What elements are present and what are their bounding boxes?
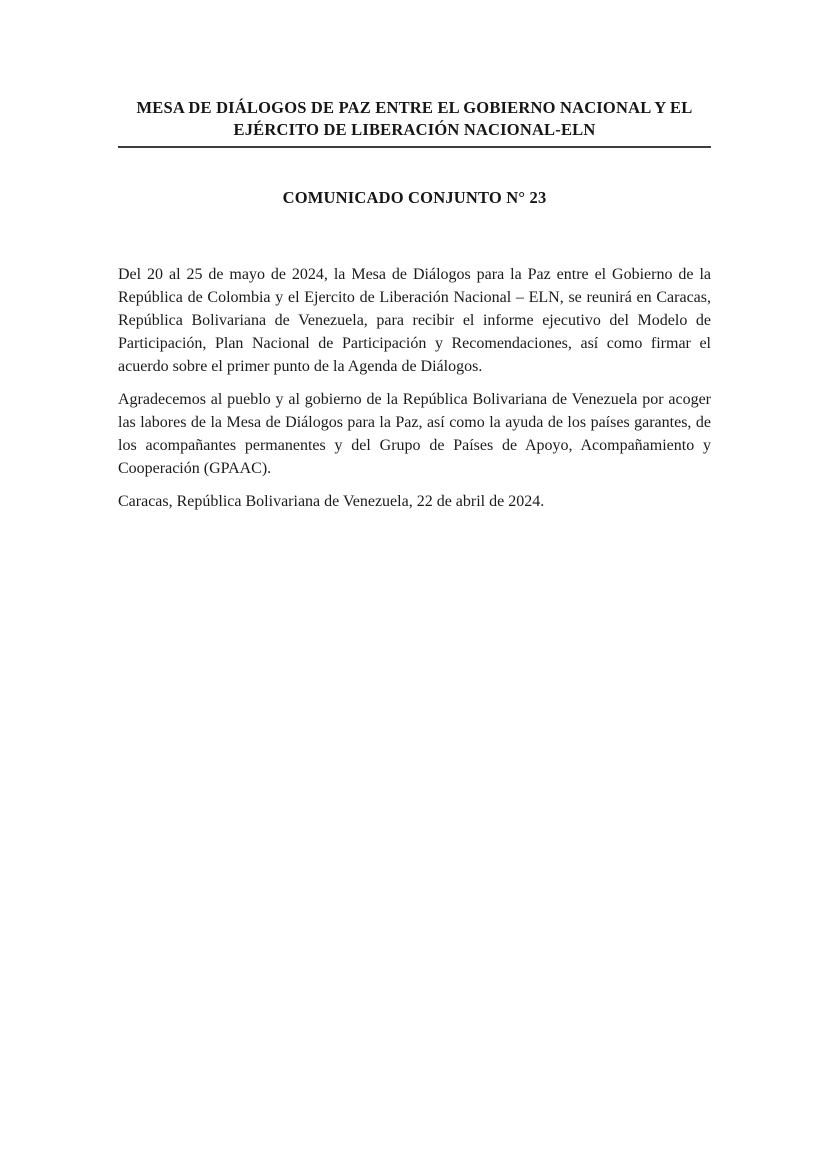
document-body	[118, 263, 711, 513]
document-title-line1: MESA DE DIÁLOGOS DE PAZ ENTRE EL GOBIERNO NACIONAL Y EL	[136, 98, 693, 117]
document-title-line2: EJÉRCITO DE LIBERACIÓN NACIONAL-ELN	[233, 120, 596, 139]
dateline-paragraph: Caracas, República Bolivariana de Venezuela, 22 de abril de 2024.	[118, 493, 545, 510]
document-title	[118, 97, 711, 141]
body-paragraph: Agradecemos al pueblo y al gobierno de la República Bolivariana de Venezuela por acoger las labores de la Mesa de Diálogos para la Paz, así como la ayuda de los países garantes, de los acompañantes permanentes y del Grupo de Países de Apoyo, Acompañamiento y Cooperación (GPAAC).	[118, 391, 711, 477]
document-content	[118, 97, 711, 513]
title-divider	[118, 146, 711, 148]
communique-number-heading: COMUNICADO CONJUNTO N° 23	[282, 188, 547, 207]
body-paragraph: Del 20 al 25 de mayo de 2024, la Mesa de Diálogos para la Paz entre el Gobierno de la República de Colombia y el Ejercito de Liberación Nacional – ELN, se reunirá en Caracas, República Bolivariana de Venezuela, para recibir el informe ejecutivo del Modelo de Participación, Plan Nacional de Participación y Recomendaciones, así como firmar el acuerdo sobre el primer punto de la Agenda de Diálogos.	[118, 266, 711, 375]
